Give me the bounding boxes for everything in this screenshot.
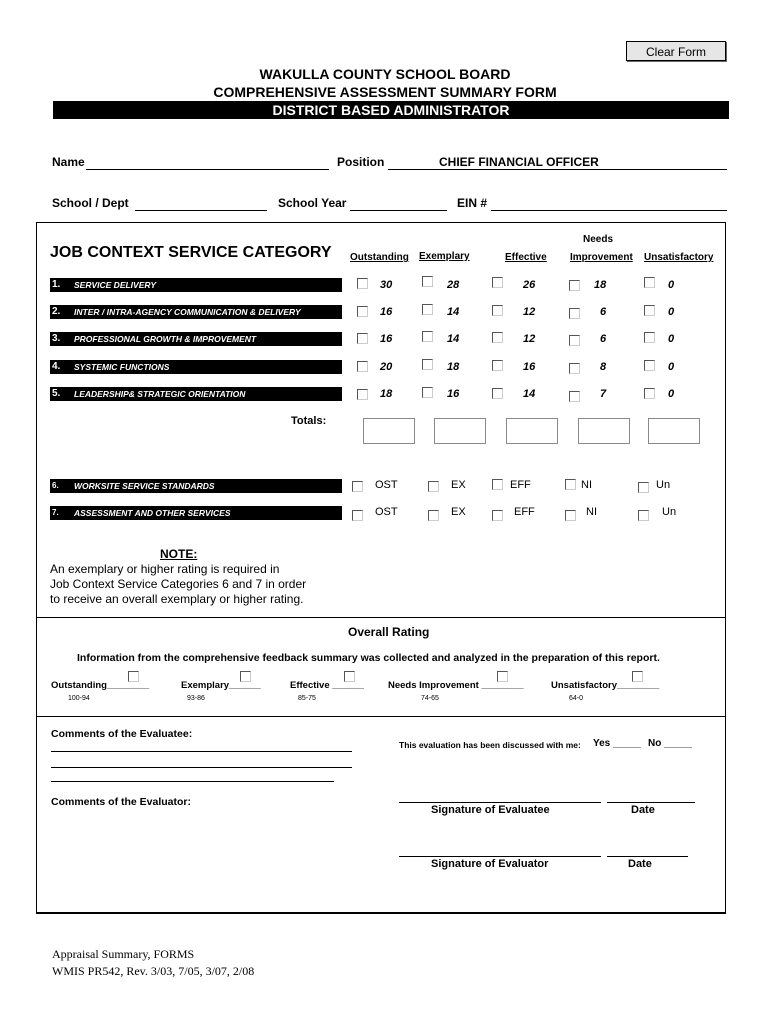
rating-checkbox[interactable] xyxy=(492,305,503,316)
rating-checkbox[interactable] xyxy=(492,360,503,371)
evaluator-date-label: Date xyxy=(628,858,652,870)
school-field[interactable] xyxy=(135,196,267,211)
rating-value: 18 xyxy=(594,279,607,291)
overall-range: 64-0 xyxy=(569,695,584,702)
rating-checkbox[interactable] xyxy=(422,387,433,398)
title-board: WAKULLA COUNTY SCHOOL BOARD xyxy=(259,66,511,82)
note-line-2: Job Context Service Categories 6 and 7 in order xyxy=(50,577,307,591)
option-label: OST xyxy=(375,506,398,518)
rating-checkbox[interactable] xyxy=(644,277,655,288)
row-number: 1. xyxy=(52,279,61,290)
rating-value: 0 xyxy=(668,306,675,318)
discussed-label: This evaluation has been discussed with me: xyxy=(399,740,581,750)
rating-value: 20 xyxy=(380,361,393,373)
overall-range: 74-65 xyxy=(421,695,439,702)
row-number: 2. xyxy=(52,306,61,317)
note-line-3: to receive an overall exemplary or higher rating. xyxy=(50,592,304,606)
option-checkbox[interactable] xyxy=(492,479,503,490)
option-checkbox[interactable] xyxy=(565,479,576,490)
rating-value: 8 xyxy=(600,361,607,373)
evaluator-comments-label: Comments of the Evaluator: xyxy=(51,796,192,808)
evaluatee-comment-line[interactable] xyxy=(51,741,352,752)
option-label: OST xyxy=(375,479,398,491)
overall-option-label: Needs Improvement ________ xyxy=(388,680,524,691)
evaluator-signature-label: Signature of Evaluator xyxy=(431,858,549,870)
ein-field[interactable] xyxy=(491,196,727,211)
total-needs-improvement-field[interactable] xyxy=(578,418,630,444)
rating-value: 0 xyxy=(668,279,675,291)
total-exemplary-field[interactable] xyxy=(434,418,486,444)
col-exemplary: Exemplary xyxy=(419,251,470,262)
evaluatee-comments-label: Comments of the Evaluatee: xyxy=(51,728,193,740)
rating-checkbox[interactable] xyxy=(644,360,655,371)
rating-value: 6 xyxy=(600,333,607,345)
rating-checkbox[interactable] xyxy=(644,388,655,399)
row-label: SYSTEMIC FUNCTIONS xyxy=(74,362,170,372)
overall-range: 85-75 xyxy=(298,695,316,702)
overall-info: Information from the comprehensive feedback summary was collected and analyzed in the preparation of this report. xyxy=(77,652,660,664)
rating-value: 18 xyxy=(380,388,393,400)
rating-value: 26 xyxy=(523,279,536,291)
clear-form-button[interactable]: Clear Form xyxy=(626,41,726,61)
rating-value: 28 xyxy=(447,279,460,291)
category-row-5 xyxy=(50,387,342,401)
rating-value: 14 xyxy=(523,388,536,400)
rating-checkbox[interactable] xyxy=(569,280,580,291)
category-row-1 xyxy=(50,278,342,292)
school-label: School / Dept xyxy=(52,196,129,210)
rating-value: 12 xyxy=(523,333,536,345)
overall-option-label: Effective ______ xyxy=(290,680,364,691)
year-field[interactable] xyxy=(350,196,447,211)
overall-option-label: Outstanding________ xyxy=(51,680,150,691)
footer-line-2: WMIS PR542, Rev. 3/03, 7/05, 3/07, 2/08 xyxy=(52,964,255,978)
rating-checkbox[interactable] xyxy=(569,308,580,319)
rating-checkbox[interactable] xyxy=(357,389,368,400)
rating-value: 0 xyxy=(668,361,675,373)
rating-checkbox[interactable] xyxy=(492,332,503,343)
row-label: INTER / INTRA-AGENCY COMMUNICATION & DELIVERY xyxy=(74,307,301,317)
option-label: NI xyxy=(581,479,592,491)
option-checkbox[interactable] xyxy=(428,481,439,492)
rating-checkbox[interactable] xyxy=(422,359,433,370)
rating-value: 0 xyxy=(668,388,675,400)
rating-value: 6 xyxy=(600,306,607,318)
option-label: Un xyxy=(662,506,677,518)
rating-checkbox[interactable] xyxy=(422,304,433,315)
overall-option-label: Exemplary______ xyxy=(181,680,261,691)
rating-value: 16 xyxy=(380,306,393,318)
row-label: PROFESSIONAL GROWTH & IMPROVEMENT xyxy=(74,334,257,344)
evaluatee-date-label: Date xyxy=(631,804,655,816)
category-heading: JOB CONTEXT SERVICE CATEGORY xyxy=(50,244,332,261)
name-field[interactable] xyxy=(86,155,329,170)
rating-value: 12 xyxy=(523,306,536,318)
rating-checkbox[interactable] xyxy=(644,305,655,316)
divider-comments xyxy=(36,716,726,717)
note-title: NOTE: xyxy=(160,547,198,561)
option-checkbox[interactable] xyxy=(565,510,576,521)
position-value: CHIEF FINANCIAL OFFICER xyxy=(439,155,599,169)
col-effective: Effective xyxy=(505,252,547,263)
category-row-4 xyxy=(50,360,342,374)
row-number: 6. xyxy=(52,481,59,490)
option-checkbox[interactable] xyxy=(352,510,363,521)
rating-checkbox[interactable] xyxy=(357,333,368,344)
option-checkbox[interactable] xyxy=(638,482,649,493)
option-label: EX xyxy=(451,506,466,518)
row-label: WORKSITE SERVICE STANDARDS xyxy=(74,481,215,491)
overall-rating-title: Overall Rating xyxy=(348,625,430,639)
note-line-1: An exemplary or higher rating is required in xyxy=(50,562,280,576)
category-row-2 xyxy=(50,305,342,319)
evaluatee-comment-line[interactable] xyxy=(51,757,352,768)
option-checkbox[interactable] xyxy=(428,510,439,521)
evaluatee-signature-line[interactable] xyxy=(399,788,601,803)
rating-value: 16 xyxy=(523,361,536,373)
discussed-no[interactable]: No _____ xyxy=(648,738,692,749)
option-label: EFF xyxy=(510,479,531,491)
title-form: COMPREHENSIVE ASSESSMENT SUMMARY FORM xyxy=(213,84,557,100)
rating-value: 16 xyxy=(380,333,393,345)
evaluatee-signature-label: Signature of Evaluatee xyxy=(431,804,550,816)
category-row-7 xyxy=(50,506,342,520)
rating-checkbox[interactable] xyxy=(422,276,433,287)
rating-value: 14 xyxy=(447,306,460,318)
category-row-3 xyxy=(50,332,342,346)
total-unsatisfactory-field[interactable] xyxy=(648,418,700,444)
rating-checkbox[interactable] xyxy=(569,391,580,402)
rating-checkbox[interactable] xyxy=(569,363,580,374)
row-number: 5. xyxy=(52,388,61,399)
totals-label: Totals: xyxy=(291,415,327,427)
title-position-type: DISTRICT BASED ADMINISTRATOR xyxy=(53,101,729,119)
rating-checkbox[interactable] xyxy=(569,335,580,346)
total-outstanding-field[interactable] xyxy=(363,418,415,444)
divider-overall xyxy=(36,617,726,618)
rating-checkbox[interactable] xyxy=(357,278,368,289)
option-label: Un xyxy=(656,479,671,491)
evaluator-signature-line[interactable] xyxy=(399,842,601,857)
col-needs: Needs xyxy=(583,234,614,245)
row-label: LEADERSHIP& STRATEGIC ORIENTATION xyxy=(74,389,246,399)
option-label: EX xyxy=(451,479,466,491)
col-improvement: Improvement xyxy=(570,252,633,263)
overall-range: 93-86 xyxy=(187,695,205,702)
rating-value: 16 xyxy=(447,388,460,400)
option-checkbox[interactable] xyxy=(638,510,649,521)
col-unsatisfactory: Unsatisfactory xyxy=(644,252,714,263)
name-label: Name xyxy=(52,155,85,169)
rating-value: 14 xyxy=(447,333,460,345)
rating-value: 30 xyxy=(380,279,393,291)
rating-checkbox[interactable] xyxy=(644,332,655,343)
footer-line-1: Appraisal Summary, FORMS xyxy=(52,947,195,961)
ein-label: EIN # xyxy=(457,196,488,210)
rating-checkbox[interactable] xyxy=(357,306,368,317)
rating-checkbox[interactable] xyxy=(422,331,433,342)
rating-checkbox[interactable] xyxy=(357,361,368,372)
option-checkbox[interactable] xyxy=(352,481,363,492)
discussed-yes[interactable]: Yes _____ xyxy=(593,738,641,749)
category-row-6 xyxy=(50,479,342,493)
rating-value: 18 xyxy=(447,361,460,373)
evaluatee-date-line[interactable] xyxy=(607,788,695,803)
rating-value: 7 xyxy=(600,388,607,400)
rating-checkbox[interactable] xyxy=(492,388,503,399)
row-number: 7. xyxy=(52,508,59,517)
row-label: ASSESSMENT AND OTHER SERVICES xyxy=(74,508,231,518)
option-label: NI xyxy=(586,506,597,518)
option-checkbox[interactable] xyxy=(492,510,503,521)
row-label: SERVICE DELIVERY xyxy=(74,280,157,290)
rating-value: 0 xyxy=(668,333,675,345)
rating-checkbox[interactable] xyxy=(492,277,503,288)
row-number: 4. xyxy=(52,361,61,372)
year-label: School Year xyxy=(278,196,347,210)
option-label: EFF xyxy=(514,506,535,518)
evaluatee-comment-line[interactable] xyxy=(51,771,334,782)
evaluator-date-line[interactable] xyxy=(607,842,688,857)
overall-range: 100-94 xyxy=(68,695,90,702)
position-label: Position xyxy=(337,155,385,169)
col-outstanding: Outstanding xyxy=(350,252,409,263)
row-number: 3. xyxy=(52,333,61,344)
overall-option-label: Unsatisfactory________ xyxy=(551,680,660,691)
total-effective-field[interactable] xyxy=(506,418,558,444)
